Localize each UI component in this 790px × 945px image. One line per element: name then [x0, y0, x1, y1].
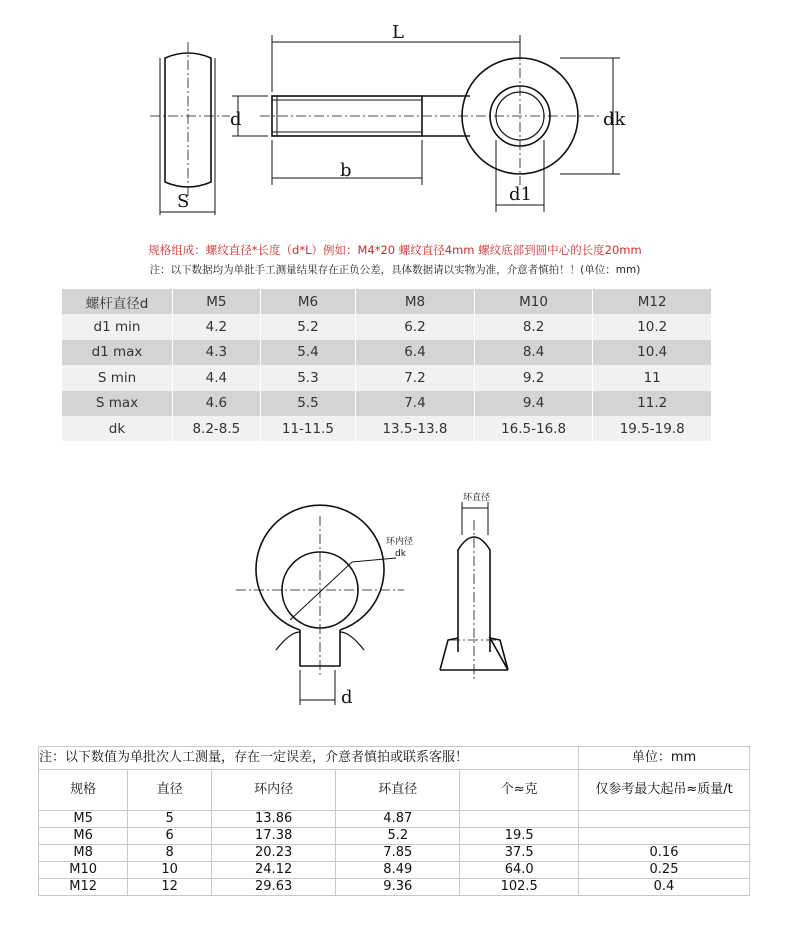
table-cell: 4.6: [173, 391, 261, 416]
table-cell: 37.5: [460, 845, 579, 862]
label-d: d: [230, 109, 242, 130]
dimension-table: [62, 289, 712, 441]
table-cell: 4.3: [173, 340, 261, 365]
table-cell: 4.2: [173, 314, 261, 339]
table-cell: M6: [260, 289, 355, 314]
label-b: b: [340, 160, 352, 181]
table-cell: 17.38: [212, 828, 336, 845]
table-cell: 规格: [39, 770, 128, 811]
table-header-row: [39, 770, 750, 811]
label-wire-diameter: 环直径: [463, 493, 491, 503]
table-cell: 0.16: [579, 845, 750, 862]
table-cell: 7.2: [356, 365, 475, 390]
table-cell: 29.63: [212, 879, 336, 896]
eye-bolt-drawing: [0, 0, 790, 235]
table-cell: S max: [62, 391, 173, 416]
table-note: 注：以下数值为单批次人工测量，存在一定误差，介意者慎拍或联系客服！: [39, 747, 579, 770]
table-cell: 6.4: [356, 340, 475, 365]
table-cell: 4.4: [173, 365, 261, 390]
table-cell: 5.2: [260, 314, 355, 339]
table-cell: 11.2: [593, 391, 712, 416]
table-cell: 10.2: [593, 314, 712, 339]
spec-composition-text: 规格组成：螺纹直径*长度（d*L）例如：M4*20 螺纹直径4mm 螺纹底部到圆中心的长度20mm: [148, 243, 642, 257]
label-inner-diameter: 环内径: [386, 537, 414, 547]
label-L: L: [392, 22, 404, 43]
table-cell: 20.23: [212, 845, 336, 862]
table-cell: 19.5: [460, 828, 579, 845]
table-cell: 8: [128, 845, 212, 862]
table-cell: 0.25: [579, 862, 750, 879]
table-cell: 9.4: [474, 391, 593, 416]
table-cell: 24.12: [212, 862, 336, 879]
label-ring-d: d: [341, 687, 353, 708]
table-cell: 7.85: [336, 845, 460, 862]
table-cell: M5: [173, 289, 261, 314]
table-cell: 13.86: [212, 811, 336, 828]
label-S: S: [177, 191, 190, 212]
table-cell: M8: [39, 845, 128, 862]
table-cell: M12: [39, 879, 128, 896]
table-cell: [460, 811, 579, 828]
table-cell: 19.5-19.8: [593, 416, 712, 441]
label-dk: dk: [603, 109, 626, 130]
table-row: [62, 416, 712, 441]
table-row: [39, 811, 750, 828]
table-cell: 12: [128, 879, 212, 896]
table-cell: 10.4: [593, 340, 712, 365]
table-cell: M10: [474, 289, 593, 314]
table-cell: 8.2: [474, 314, 593, 339]
table-cell: 5.5: [260, 391, 355, 416]
table-cell: M8: [356, 289, 475, 314]
table-cell: [579, 811, 750, 828]
table-row: [62, 340, 712, 365]
table-cell: 9.2: [474, 365, 593, 390]
table-cell: M6: [39, 828, 128, 845]
ring-nut-drawing: [0, 480, 790, 710]
table-cell: 环直径: [336, 770, 460, 811]
table-cell: 7.4: [356, 391, 475, 416]
table-cell: 0.4: [579, 879, 750, 896]
table-row: [62, 365, 712, 390]
table-row: [62, 314, 712, 339]
table-cell: M10: [39, 862, 128, 879]
table-cell: 4.87: [336, 811, 460, 828]
table-cell: 个≈克: [460, 770, 579, 811]
table-row: [39, 845, 750, 862]
table-cell: 64.0: [460, 862, 579, 879]
table-cell: 9.36: [336, 879, 460, 896]
table-cell: 6: [128, 828, 212, 845]
table-cell: 11: [593, 365, 712, 390]
table-row: [39, 879, 750, 896]
table-cell: 13.5-13.8: [356, 416, 475, 441]
table-cell: 5.2: [336, 828, 460, 845]
label-ring-dk: dk: [395, 549, 406, 559]
table-row: [39, 828, 750, 845]
label-d1: d1: [509, 184, 532, 205]
table-cell: 6.2: [356, 314, 475, 339]
table-cell: M12: [593, 289, 712, 314]
table-cell: 8.2-8.5: [173, 416, 261, 441]
table-cell: dk: [62, 416, 173, 441]
measurement-note-text: 注：以下数据均为单批手工测量结果存在正负公差，具体数据请以实物为准，介意者慎拍！！(单位：mm): [149, 264, 641, 276]
table-cell: 仅参考最大起吊≈质量/t: [579, 770, 750, 811]
table-cell: 11-11.5: [260, 416, 355, 441]
table-cell: 5.4: [260, 340, 355, 365]
table-cell: 8.49: [336, 862, 460, 879]
table-cell: 直径: [128, 770, 212, 811]
table-cell: 102.5: [460, 879, 579, 896]
table-cell: M5: [39, 811, 128, 828]
table-cell: d1 min: [62, 314, 173, 339]
table-cell: 螺杆直径d: [62, 289, 173, 314]
table-cell: [579, 828, 750, 845]
table-row: [62, 391, 712, 416]
table-cell: 环内径: [212, 770, 336, 811]
table-cell: 10: [128, 862, 212, 879]
table-cell: 5: [128, 811, 212, 828]
ring-nut-table: [38, 746, 750, 896]
table-cell: 8.4: [474, 340, 593, 365]
table-note-row: [39, 747, 750, 770]
table-cell: S min: [62, 365, 173, 390]
table-cell: 5.3: [260, 365, 355, 390]
table-header-row: [62, 289, 712, 314]
unit-label: 单位：mm: [579, 747, 750, 770]
table-cell: 16.5-16.8: [474, 416, 593, 441]
table-cell: d1 max: [62, 340, 173, 365]
table-row: [39, 862, 750, 879]
